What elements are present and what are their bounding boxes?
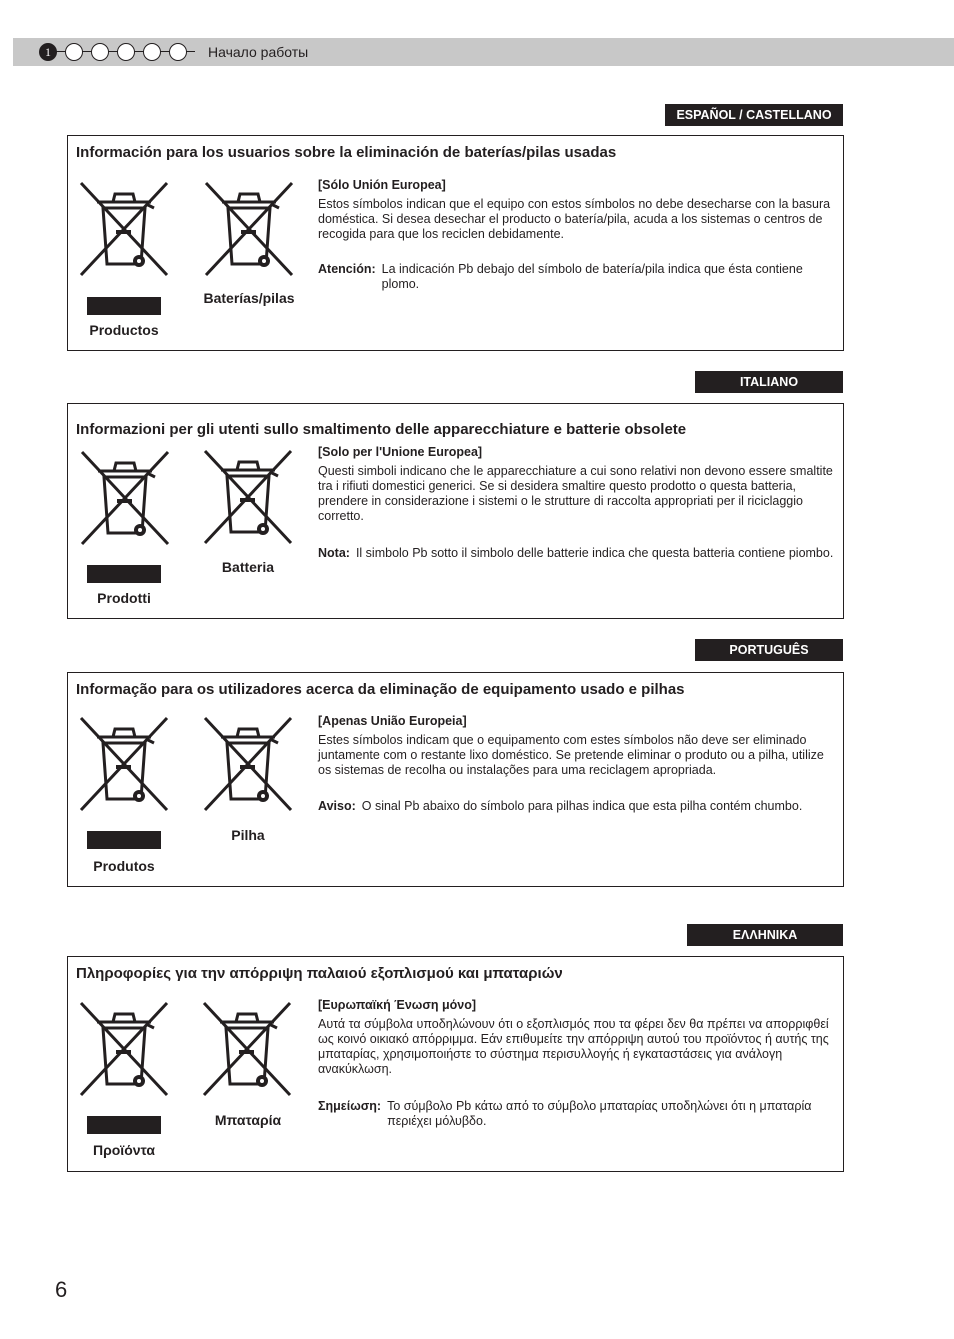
product-marking-bar [87,831,161,849]
battery-label: Pilha [231,827,265,843]
note-label: Σημείωση: [318,1099,382,1113]
step-circle [117,43,135,61]
section-title: Informazioni per gli utenti sullo smaltimento delle apparecchiature e batterie obsolete [76,421,687,438]
scope-note: [Ευρωπαϊκή Ένωση μόνο] [318,998,477,1012]
step-circle [91,43,109,61]
scope-note: [Apenas União Europeia] [318,714,467,728]
step-circle-active: 1 [39,43,57,61]
scope-note: [Sólo Unión Europea] [318,178,446,192]
language-tag-greek: ΕΛΛΗΝΙΚΑ [687,924,843,946]
crossed-bin-icon [78,180,170,278]
attention-note [318,546,834,561]
section-text [318,445,834,524]
products-label: Prodotti [97,590,151,606]
note-text: Il simbolo Pb sotto il simbolo delle batterie indica che questa batteria contiene piombo. [355,546,834,560]
section-text [318,178,834,242]
language-tag-portuguese: PORTUGUÊS [695,639,843,661]
language-tag-spanish: ESPAÑOL / CASTELLANO [665,104,843,126]
crossed-bin-icon [78,1000,170,1098]
crossed-bin-battery-icon [202,448,294,546]
battery-label: Batteria [221,559,275,575]
products-label: Productos [89,322,159,338]
note-text: O sinal Pb abaixo do símbolo para pilhas indica que esta pilha contém chumbo. [361,799,803,813]
step-circle [65,43,83,61]
crossed-bin-battery-icon [201,1000,293,1098]
note-label: Aviso: [318,799,356,813]
product-marking-bar [87,565,161,583]
products-label: Produtos [93,858,155,874]
crossed-bin-icon [78,715,170,813]
note-text: Το σύμβολο Pb κάτω από το σύμβολο μπαταρίας υποδηλώνει ότι η μπαταρία περιέχει μόλυβδο. [387,1099,812,1128]
section-title: Información para los usuarios sobre la eliminación de baterías/pilas usadas [76,144,617,161]
product-marking-bar [87,297,161,315]
battery-label: Baterías/pilas [203,290,295,306]
step-circle [143,43,161,61]
note-label: Atención: [318,262,376,276]
page-number: 6 [55,1277,68,1302]
body-text: Estes símbolos indicam que o equipamento com estes símbolos não deve ser eliminado juntamente com o restante lixo doméstico. Se pretende eliminar o produto ou a pilha, utilize os sistemas de recolha ou instalações para uma reciclagem apropriada. [318,733,824,777]
note-label: Nota: [318,546,350,560]
section-text [318,714,834,778]
section-spanish [67,135,844,351]
product-marking-bar [87,1116,161,1134]
attention-note [318,799,834,814]
chapter-title: Начало работы [208,44,309,60]
language-tag-italian: ITALIANO [695,371,843,393]
crossed-bin-battery-icon [202,715,294,813]
section-italian [67,403,844,619]
body-text: Questi simboli indicano che le apparecchiature a cui sono relativi non devono essere smaltite tra i rifiuti domestici generici. Se si desidera smaltire questo prodotto o questa batteria, prendere in considerazione i sistemi o le strutture di raccolta appropriati per il riciclaggio corretto. [318,464,833,523]
attention-note [318,262,834,292]
section-title: Informação para os utilizadores acerca da eliminação de equipamento usado e pilhas [76,681,685,698]
section-text [318,998,834,1077]
crossed-bin-battery-icon [203,180,295,278]
note-text: La indicación Pb debajo del símbolo de batería/pila indica que ésta contiene plomo. [381,262,803,291]
chapter-header-bar [13,38,954,66]
products-label: Προϊόντα [92,1142,155,1158]
section-greek [67,956,844,1172]
attention-note [318,1099,834,1129]
crossed-bin-icon [79,449,171,547]
section-title: Πληροφορίες για την απόρριψη παλαιού εξοπλισμού και μπαταριών [76,965,563,982]
body-text: Estos símbolos indican que el equipo con estos símbolos no debe desecharse con la basura doméstica. Si desea desechar el producto o batería/pila, acuda a los sistemas o centros de recogida para que los reciclen debidamente. [318,197,831,241]
body-text: Αυτά τα σύμβολα υποδηλώνουν ότι ο εξοπλισμός που τα φέρει δεν θα πρέπει να απορριφθεί ως κοινό οικιακό απόρριμμα. Εάν επιθυμείτε την απόρριψη αυτού του προϊόντος ή αυτής της μπαταρίας, χρησιμοποιήστε το σύστημα περισυλλογής ή εγκαταστάσεις για ανάλογη ανακύκλωση. [318,1017,829,1076]
section-portuguese [67,672,844,887]
battery-label: Μπαταρία [214,1112,282,1128]
step-circle [169,43,187,61]
scope-note: [Solo per l'Unione Europea] [318,445,483,459]
